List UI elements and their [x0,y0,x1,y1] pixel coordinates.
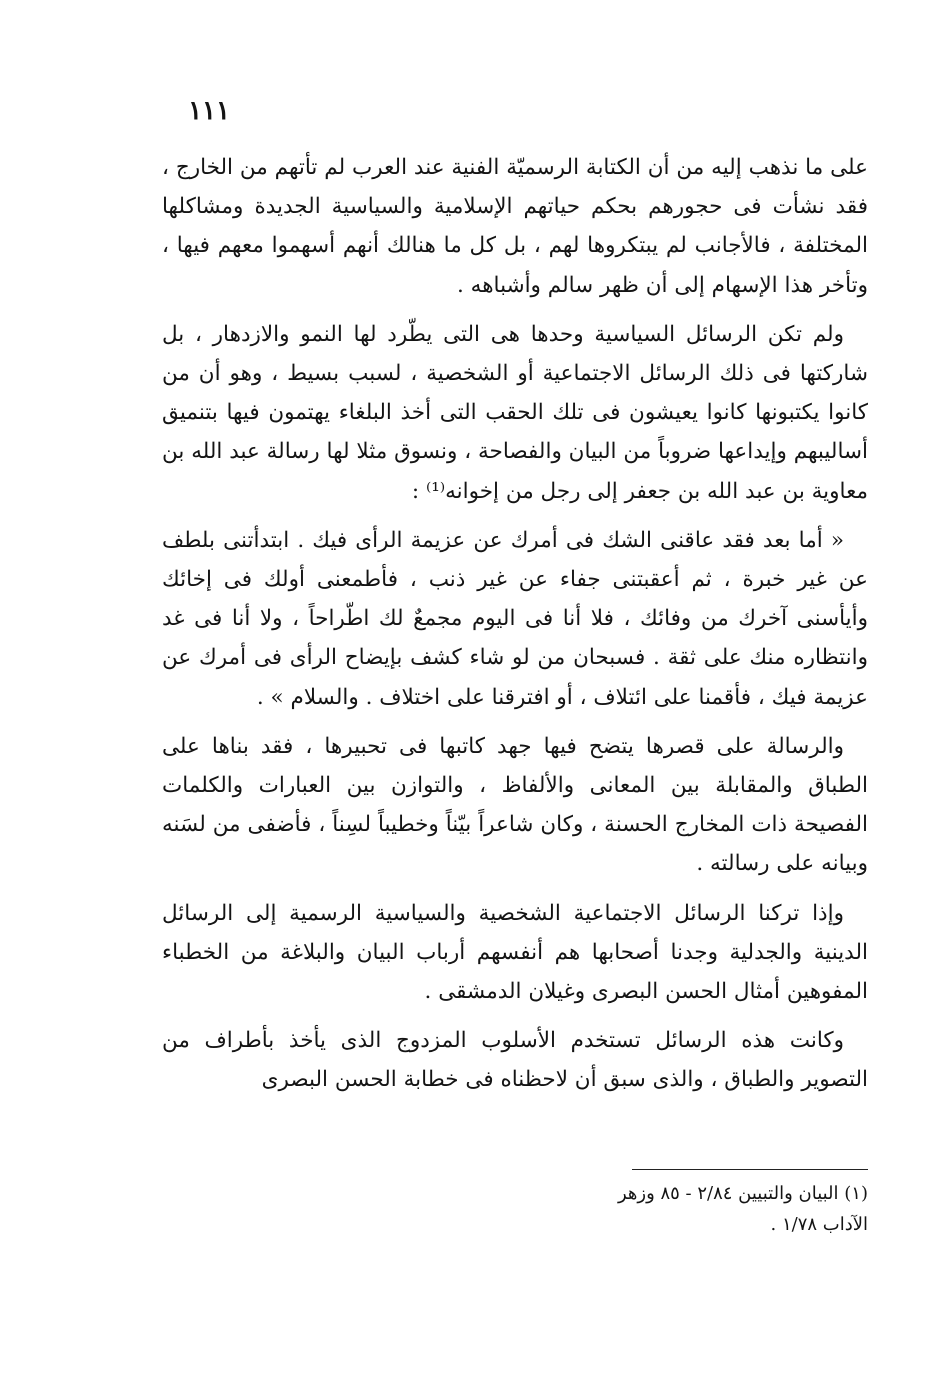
paragraph-2: ولم تكن الرسائل السياسية وحدها هى التى يطّرد لها النمو والازدهار ، بل شاركتها فى ذلك الرسائل الاجتماعية أو الشخصية ، لسبب بسيط ، وهو أن من كانوا يكتبونها كانوا يعيشون فى تلك الحقب التى أخذ البلغاء يهتمون فيها بتنميق أساليبهم وإيداعها ضروباً من البيان والفصاحة ، ونسوق مثلا لها رسالة عبد الله بن معاوية بن عبد الله بن جعفر إلى رجل من إخوانه⁽¹⁾ : [162,321,868,504]
footnote-line-1: (١) البيان والتبيين ٢/٨٤ - ٨٥ وزهر [617,1183,868,1204]
paragraph-5: وإذا تركنا الرسائل الاجتماعية الشخصية والسياسية الرسمية إلى الرسائل الدينية والجدلية وجدنا أصحابها هم أنفسهم أرباب البيان والبلاغة من الخطباء المفوهين أمثال الحسن البصرى وغيلان الدمشقى . [162,900,868,1005]
paragraph-1: على ما نذهب إليه من أن الكتابة الرسميّة الفنية عند العرب لم تأتهم من الخارج ، فقد نشأت فى حجورهم بحكم حياتهم الإسلامية والسياسية الجديدة ومشاكلها المختلفة ، فالأجانب لم يبتكروها لهم ، بل كل ما هنالك أنهم أسهموا معهم فيها ، وتأخر هذا الإسهام إلى أن ظهر سالم وأشباهه . [162,155,868,298]
body-text [162,148,868,1100]
page-number: ١١١ [188,96,230,126]
paragraph-6: وكانت هذه الرسائل تستخدم الأسلوب المزدوج الذى يأخذ بأطراف من التصوير والطباق ، والذى سبق أن لاحظناه فى خطابة الحسن البصرى [162,1028,868,1093]
footnote-line-2: الآداب ١/٧٨ . [770,1214,868,1235]
footnote [468,1178,868,1240]
footnote-divider [632,1169,868,1170]
paragraph-4: والرسالة على قصرها يتضح فيها جهد كاتبها فى تحبيرها ، فقد بناها على الطباق والمقابلة بين المعانى والألفاظ ، والتوازن بين العبارات والكلمات الفصيحة ذات المخارج الحسنة ، وكان شاعراً بيّناً وخطيباً لسِناً ، فأضفى من لسَنه وبيانه على رسالته . [162,733,868,877]
paragraph-3-quotation: « أما بعد فقد عاقنى الشك فى أمرك عن عزيمة الرأى فيك . ابتدأتنى بلطف عن غير خبرة ، ثم أعقبتنى جفاء عن غير ذنب ، فأطمعنى أولك فى إخائك وأيأسنى آخرك من وفائك ، فلا أنا فى اليوم مجمعٌ لك اطّراحاً ، ولا أنا فى غد وانتظاره منك على ثقة . فسبحان من لو شاء كشف بإيضاح الرأى فى أمرك عن عزيمة فيك ، فأقمنا على ائتلاف ، أو افترقنا على اختلاف . والسلام » . [162,527,868,710]
